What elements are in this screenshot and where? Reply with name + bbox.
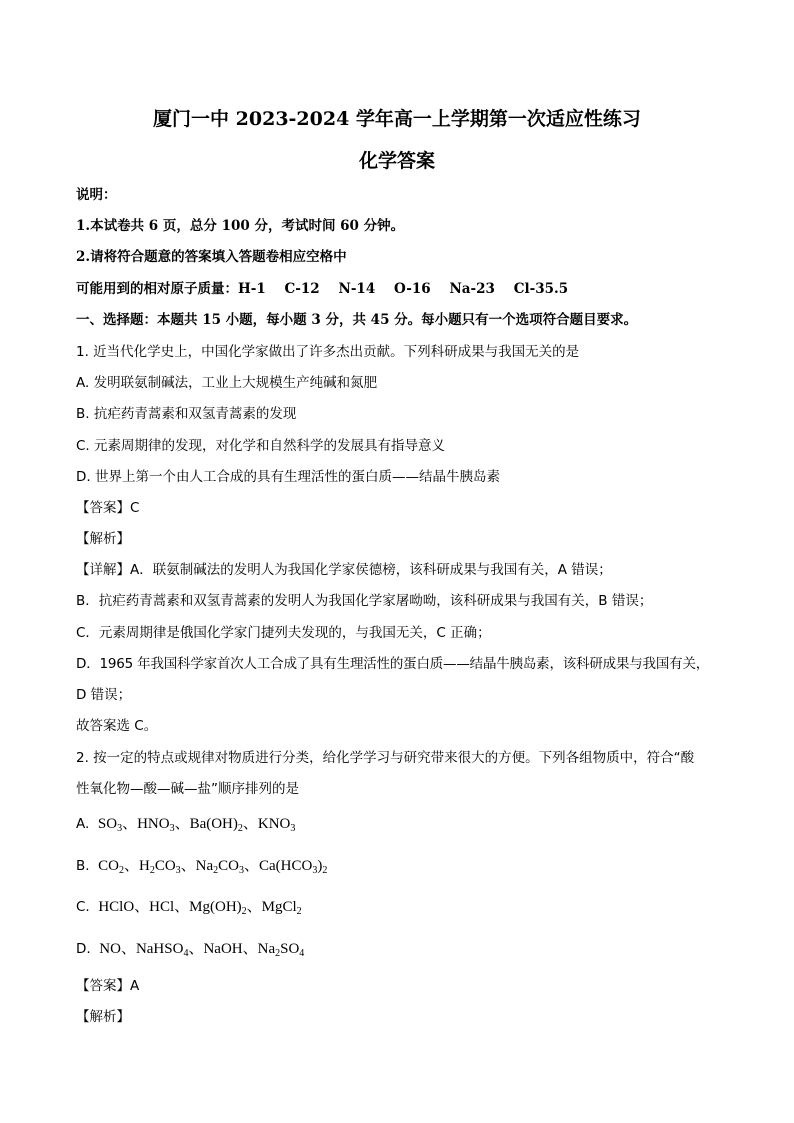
section-heading: 一、选择题：本题共 15 小题，每小题 3 分，共 45 分。每小题只有一个选项符合题目要求。 bbox=[76, 312, 638, 328]
q1-option-d: D. 世界上第一个由人工合成的具有生理活性的蛋白质——结晶牛胰岛素 bbox=[76, 469, 500, 485]
q1-conclusion: 故答案选 C。 bbox=[76, 718, 158, 734]
atomic-masses: 可能用到的相对原子质量：H-1 C-12 N-14 O-16 Na-23 Cl-35.5 bbox=[76, 281, 569, 297]
q2-analysis-label: 【解析】 bbox=[76, 1009, 130, 1025]
q2-answer: 【答案】A bbox=[76, 978, 140, 994]
q2-option-b: B. $CO_2$、$H_2CO_3$、$Na_2CO_3$、$Ca(HCO_3)_2$ bbox=[76, 858, 328, 876]
q1-option-a: A. 发明联氨制碱法，工业上大规模生产纯碱和氮肥 bbox=[76, 375, 378, 391]
q1-answer: 【答案】C bbox=[76, 500, 140, 516]
q1-option-b: B. 抗疟药青蒿素和双氢青蒿素的发现 bbox=[76, 406, 297, 422]
q1-stem: 1. 近当代化学史上，中国化学家做出了许多杰出贡献。下列科研成果与我国无关的是 bbox=[76, 344, 580, 360]
q2-option-a: A. $SO_3$、$HNO_3$、$Ba(OH)_2$、$KNO_3$ bbox=[76, 816, 296, 834]
q1-detail-4: D．1965 年我国科学家首次人工合成了具有生理活性的蛋白质——结晶牛胰岛素，该科研成果与我国有关， bbox=[76, 656, 710, 672]
document-title: 厦门一中 2023-2024 学年高一上学期第一次适应性练习 bbox=[153, 108, 641, 130]
q1-detail-3: C．元素周期律是俄国化学家门捷列夫发现的，与我国无关，C 正确； bbox=[76, 625, 491, 641]
notes-line-1: 1.本试卷共 6 页，总分 100 分，考试时间 60 分钟。 bbox=[76, 218, 405, 234]
q1-detail-2: B．抗疟药青蒿素和双氢青蒿素的发明人为我国化学家屠呦呦，该科研成果与我国有关，B 错误； bbox=[76, 593, 653, 609]
q2-option-c: C. HClO、HCl、$Mg(OH)_2$、MgCl$_2$ bbox=[76, 899, 302, 917]
q1-detail-5: D 错误； bbox=[76, 687, 132, 703]
q1-option-c: C. 元素周期律的发现，对化学和自然科学的发展具有指导意义 bbox=[76, 438, 446, 454]
q1-analysis-label: 【解析】 bbox=[76, 531, 130, 547]
q1-detail-1: 【详解】A．联氨制碱法的发明人为我国化学家侯德榜，该科研成果与我国有关，A 错误； bbox=[76, 562, 612, 578]
q2-option-d: D. NO、NaHSO$_4$、NaOH、$Na_2SO_4$ bbox=[76, 941, 305, 959]
notes-label: 说明： bbox=[76, 187, 117, 203]
q2-stem-line-1: 2. 按一定的特点或规律对物质进行分类，给化学学习与研究带来很大的方便。下列各组物质中，符合“酸 bbox=[76, 750, 695, 766]
q2-stem-line-2: 性氧化物—酸—碱—盐”顺序排列的是 bbox=[76, 781, 299, 797]
document-subtitle: 化学答案 bbox=[358, 150, 435, 172]
notes-line-2: 2.请将符合题意的答案填入答题卷相应空格中 bbox=[76, 249, 347, 265]
